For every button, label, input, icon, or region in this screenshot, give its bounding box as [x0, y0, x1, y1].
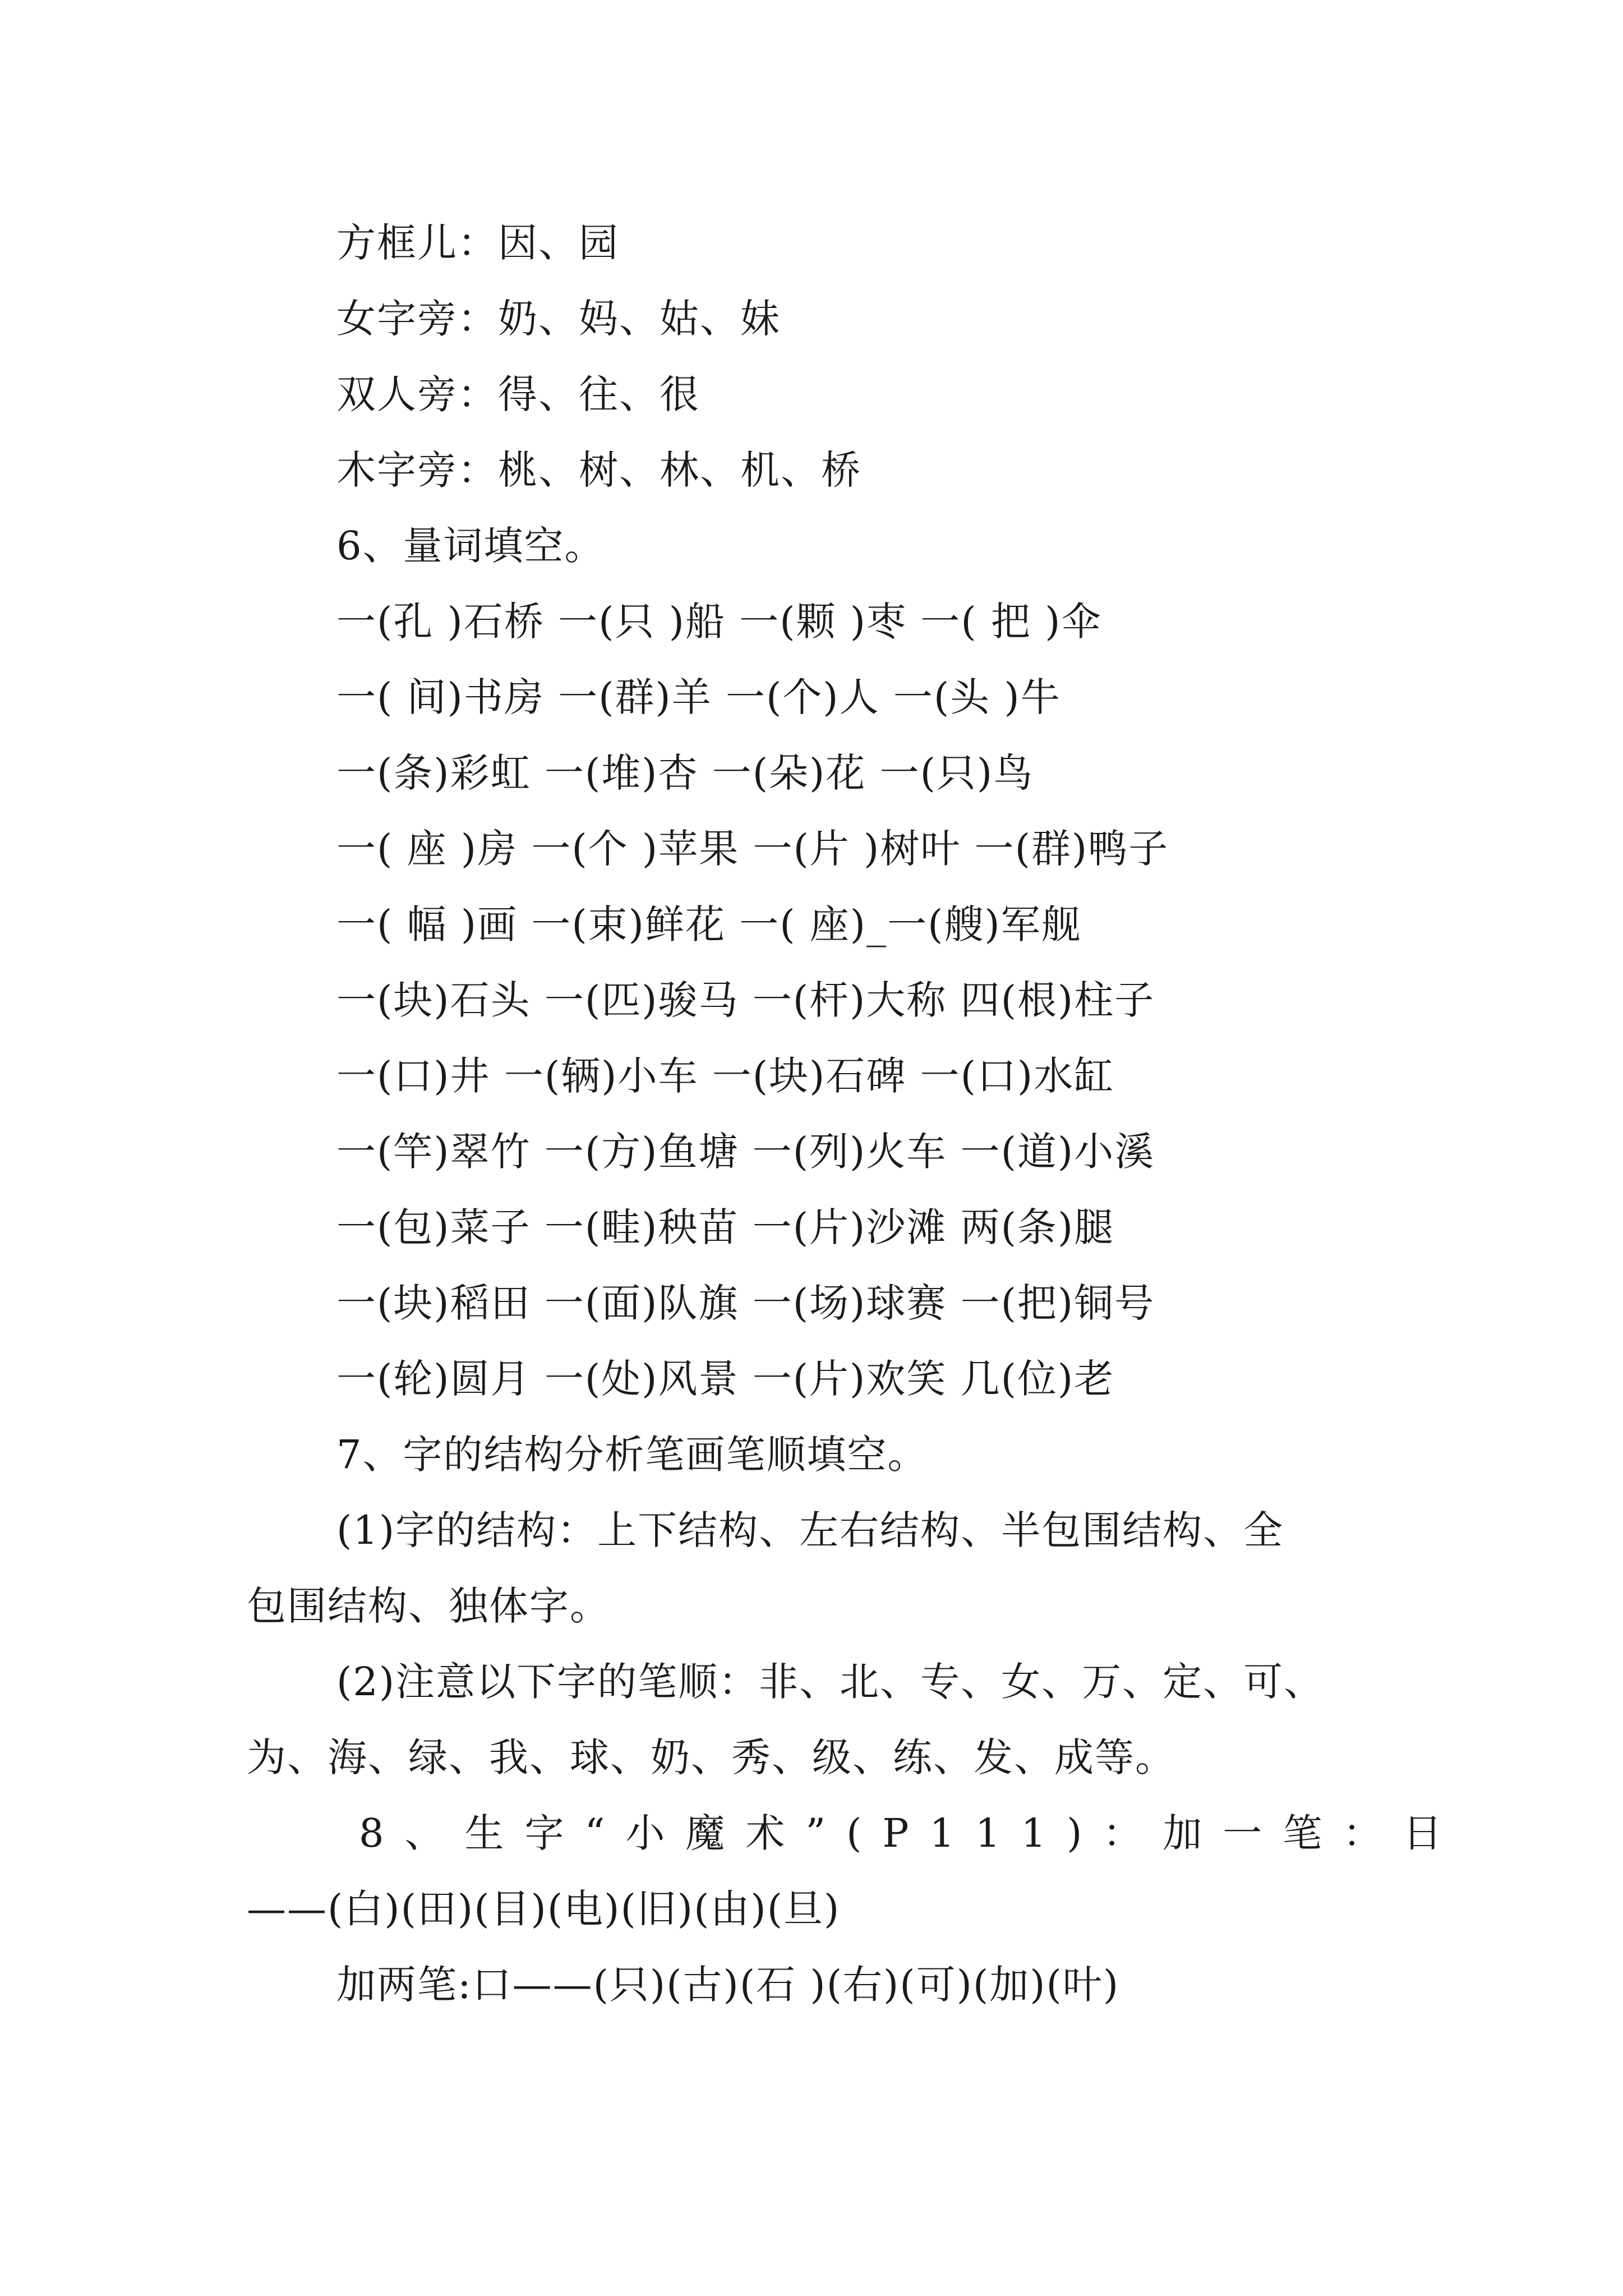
- structure-item-2: (2)注意以下字的笔顺：非、北、专、女、万、定、可、: [336, 1659, 1325, 1705]
- structure-item-1-cont: 包围结构、独体字。: [247, 1583, 610, 1629]
- measure-row-10: 一(块)稻田 一(面)队旗 一(场)球赛 一(把)铜号: [336, 1280, 1155, 1326]
- radical-line-2: 女字旁：奶、妈、姑、妹: [336, 296, 781, 342]
- radical-line-3: 双人旁：得、往、很: [336, 371, 700, 417]
- measure-row-6: 一(块)石头 一(匹)骏马 一(杆)大称 四(根)柱子: [336, 977, 1155, 1023]
- magic-add-two-line: 加两笔:口——(只)(古)(石 )(右)(可)(加)(叶): [336, 1962, 1120, 2008]
- measure-row-7: 一(口)井 一(辆)小车 一(块)石碑 一(口)水缸: [336, 1053, 1115, 1099]
- measure-row-2: 一( 间)书房 一(群)羊 一(个)人 一(头 )牛: [336, 674, 1061, 720]
- section-6-heading: 6、量词填空。: [336, 523, 605, 569]
- structure-item-1: (1)字的结构：上下结构、左右结构、半包围结构、全: [336, 1507, 1284, 1553]
- section-8-heading: 8、生字“小魔术”(P111)：加一笔：日: [359, 1810, 1463, 1856]
- measure-row-11: 一(轮)圆月 一(处)风景 一(片)欢笑 几(位)老: [336, 1356, 1115, 1402]
- measure-row-8: 一(竿)翠竹 一(方)鱼塘 一(列)火车 一(道)小溪: [336, 1129, 1155, 1175]
- measure-row-9: 一(包)菜子 一(畦)秧苗 一(片)沙滩 两(条)腿: [336, 1204, 1115, 1250]
- radical-line-4: 木字旁：桃、树、林、机、桥: [336, 447, 861, 493]
- section-7-heading: 7、字的结构分析笔画笔顺填空。: [336, 1432, 928, 1478]
- measure-row-5: 一( 幅 )画 一(束)鲜花 一( 座)_一(艘)军舰: [336, 901, 1082, 947]
- measure-row-3: 一(条)彩虹 一(堆)杏 一(朵)花 一(只)鸟: [336, 750, 1034, 796]
- structure-item-2-cont: 为、海、绿、我、球、奶、秀、级、练、发、成等。: [247, 1734, 1175, 1780]
- measure-row-1: 一(孔 )石桥 一(只 )船 一(颗 )枣 一( 把 )伞: [336, 599, 1102, 645]
- radical-line-1: 方框儿：因、园: [336, 220, 619, 266]
- measure-row-4: 一( 座 )房 一(个 )苹果 一(片 )树叶 一(群)鸭子: [336, 826, 1169, 872]
- magic-add-one-answers: ——(白)(田)(目)(电)(旧)(由)(旦): [247, 1886, 841, 1932]
